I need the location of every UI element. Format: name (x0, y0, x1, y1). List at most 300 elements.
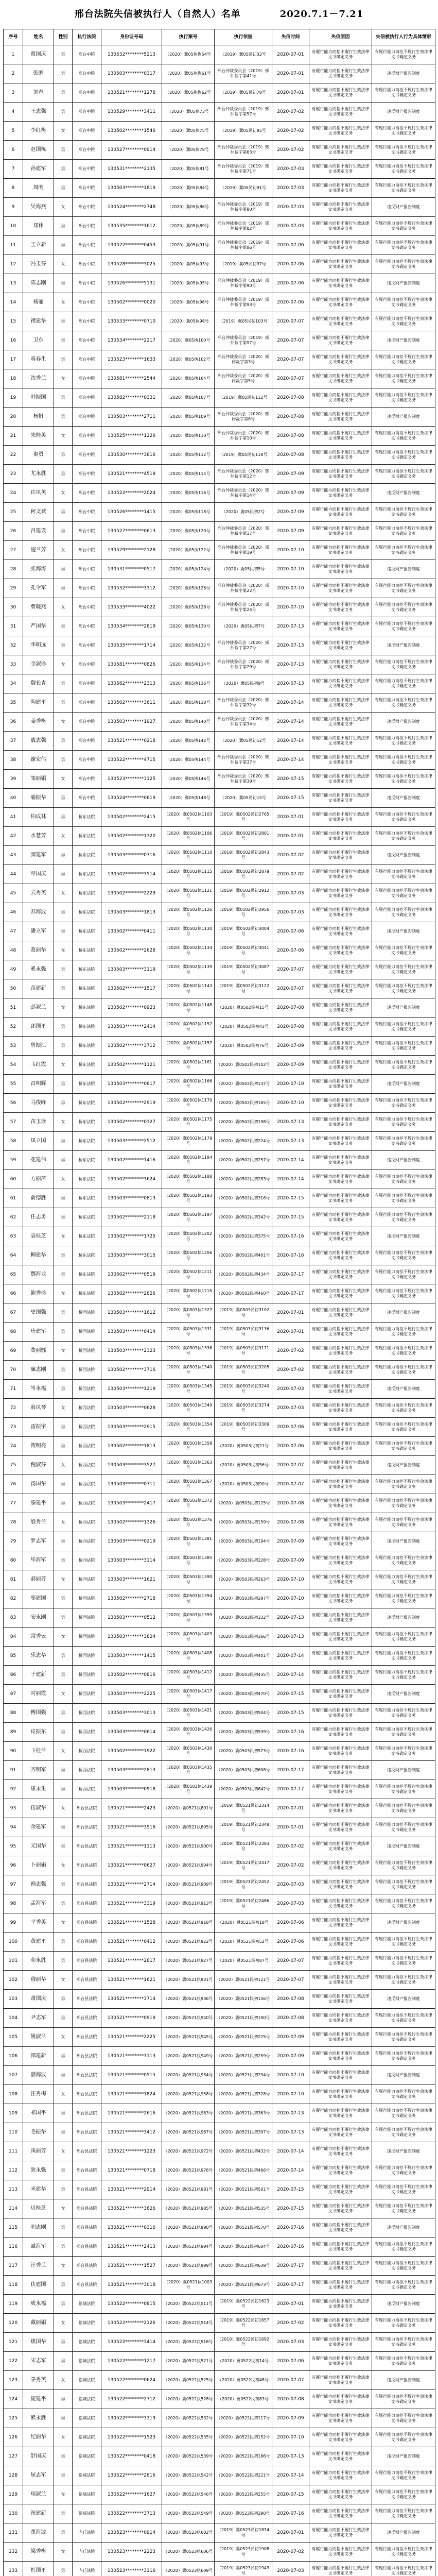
cell-court: 桥西法院 (73, 1456, 101, 1475)
cell-basis: 邢台仲裁委员会（2020）邢仲裁字第17号 (215, 522, 272, 541)
cell-index: 99 (4, 1913, 23, 1933)
cell-name: 彭淑兰 (23, 998, 54, 1018)
cell-name: 元国华 (23, 1837, 54, 1856)
cell-behavior: 违反财产报告制度 (372, 1761, 435, 1780)
cell-court: 邢台中院 (73, 122, 101, 141)
cell-id-number: 130503********0414 (101, 1323, 162, 1342)
cell-basis: （2019）冀0503民初3171号 (215, 1342, 272, 1361)
cell-name: 于建新 (23, 1666, 54, 1685)
cell-id-number: 130522********1627 (101, 2485, 162, 2504)
cell-id-number: 130521********3319 (101, 1894, 162, 1913)
cell-basis: （2019）冀0502民初3041号 (215, 941, 272, 960)
cell-basis: （2020）冀0503民初90号 (215, 1475, 272, 1494)
cell-behavior: 有履行能力而拒不履行生效法律文书确定义务 (372, 83, 435, 103)
cell-id-number: 130535********1612 (101, 217, 162, 236)
cell-index: 96 (4, 1856, 23, 1875)
cell-id-number: 130502********2826 (101, 1284, 162, 1303)
table-row (4, 2142, 435, 2161)
cell-court: 桥东法院 (73, 865, 101, 884)
cell-date: 2020-07-10 (272, 1570, 309, 1589)
cell-id-number: 130521********3626 (101, 2199, 162, 2218)
cell-index: 132 (4, 2543, 23, 2562)
cell-date: 2020-07-15 (272, 789, 309, 808)
cell-gender: 男 (54, 2523, 73, 2543)
cell-behavior: 违反财产报告制度 (372, 1990, 435, 2009)
cell-basis: （2020）冀0522民初152号 (215, 2428, 272, 2447)
cell-gender: 女 (54, 1342, 73, 1361)
cell-date: 2020-07-08 (272, 427, 309, 446)
cell-reason: 有履行能力而拒不履行生效法律文书确定义务 (309, 598, 372, 617)
cell-date: 2020-07-07 (272, 960, 309, 979)
table-row (4, 2466, 435, 2485)
cell-case-number: （2020）冀0522执514号 (162, 2314, 215, 2333)
cell-reason: 有履行能力而拒不履行生效法律文书确定义务 (309, 1513, 372, 1532)
cell-behavior: 违反财产报告制度 (372, 1532, 435, 1551)
cell-reason: 有履行能力而拒不履行生效法律文书确定义务 (309, 1132, 372, 1151)
cell-reason: 有履行能力而拒不履行生效法律文书确定义务 (309, 274, 372, 293)
cell-case-number: （2020）冀0502执1170号 (162, 1094, 215, 1113)
cell-date: 2020-07-02 (272, 1342, 309, 1361)
cell-name: 金淑珍 (23, 655, 54, 674)
cell-case-number: （2020）冀0521执940号 (162, 2009, 215, 2028)
cell-name: 奚永强 (23, 960, 54, 979)
cell-reason: 有履行能力而拒不履行生效法律文书确定义务 (309, 1589, 372, 1608)
cell-date: 2020-07-09 (272, 503, 309, 522)
table-row (4, 408, 435, 427)
cell-court: 邢台中院 (73, 255, 101, 274)
table-row (4, 2543, 435, 2562)
cell-behavior: 有履行能力而拒不履行生效法律文书确定义务 (372, 1742, 435, 1761)
cell-court: 邢台县法院 (73, 2028, 101, 2047)
cell-court: 邢台县法院 (73, 2161, 101, 2180)
cell-behavior: 有履行能力而拒不履行生效法律文书确定义务 (372, 179, 435, 198)
cell-gender: 女 (54, 1742, 73, 1761)
cell-case-number: （2020）冀0503执1385号 (162, 1551, 215, 1570)
cell-name: 臧海军 (23, 2238, 54, 2257)
cell-reason: 有履行能力而拒不履行生效法律文书确定义务 (309, 103, 372, 122)
cell-index: 118 (4, 2276, 23, 2295)
table-row (4, 1933, 435, 1952)
cell-index: 34 (4, 674, 23, 693)
cell-gender: 男 (54, 2047, 73, 2066)
cell-reason: 有履行能力而拒不履行生效法律文书确定义务 (309, 2295, 372, 2314)
cell-id-number: 130502********1546 (101, 122, 162, 141)
cell-name: 昌明辉 (23, 1075, 54, 1094)
cell-case-number: （2020）冀05执124号 (162, 560, 215, 579)
cell-reason: 有履行能力而拒不履行生效法律文书确定义务 (309, 1437, 372, 1456)
cell-index: 33 (4, 655, 23, 674)
cell-date: 2020-07-13 (272, 617, 309, 636)
cell-gender: 女 (54, 655, 73, 674)
cell-court: 桥西法院 (73, 1742, 101, 1761)
cell-name: 唐建军 (23, 1323, 54, 1342)
cell-gender: 女 (54, 369, 73, 388)
cell-gender: 男 (54, 1990, 73, 2009)
cell-basis: （2020）冀0503民初21号 (215, 1437, 272, 1456)
cell-basis: 邢台仲裁委员会（2020）邢仲裁字第27号 (215, 636, 272, 655)
cell-case-number: （2020）冀0521执990号 (162, 2218, 215, 2238)
cell-index: 89 (4, 1723, 23, 1742)
cell-date: 2020-07-09 (272, 2409, 309, 2428)
cell-name: 尹志军 (23, 2009, 54, 2028)
cell-case-number: （2020）冀05执132号 (162, 636, 215, 655)
cell-court: 桥东法院 (73, 960, 101, 979)
cell-name: 祝建新 (23, 2504, 54, 2523)
cell-gender: 女 (54, 598, 73, 617)
cell-date: 2020-07-01 (272, 45, 309, 64)
cell-reason: 有履行能力而拒不履行生效法律文书确定义务 (309, 960, 372, 979)
cell-gender: 男 (54, 1475, 73, 1494)
cell-reason: 有履行能力而拒不履行生效法律文书确定义务 (309, 1685, 372, 1704)
cell-index: 94 (4, 1818, 23, 1837)
cell-court: 邢台县法院 (73, 1875, 101, 1894)
cell-id-number: 130535********1714 (101, 636, 162, 655)
cell-court: 邢台县法院 (73, 1837, 101, 1856)
cell-reason: 有履行能力而拒不履行生效法律文书确定义务 (309, 1933, 372, 1952)
cell-behavior: 有履行能力而拒不履行生效法律文书确定义务 (372, 350, 435, 369)
table-row (4, 1570, 435, 1589)
cell-case-number: （2020）冀0502执1121号 (162, 884, 215, 903)
cell-gender: 男 (54, 1894, 73, 1913)
cell-name: 伏建国 (23, 2276, 54, 2295)
cell-behavior: 有履行能力而拒不履行生效法律文书确定义务 (372, 674, 435, 693)
cell-index: 98 (4, 1894, 23, 1913)
cell-basis: （2019）冀0502民初2879号 (215, 865, 272, 884)
cell-id-number: 130503********0716 (101, 846, 162, 865)
cell-reason: 有履行能力而拒不履行生效法律文书确定义务 (309, 2028, 372, 2047)
cell-court: 邢台中院 (73, 522, 101, 541)
cell-case-number: （2020）冀05执86号 (162, 198, 215, 217)
cell-index: 18 (4, 369, 23, 388)
cell-behavior: 违反财产报告制度 (372, 636, 435, 655)
cell-court: 桥西法院 (73, 1551, 101, 1570)
cell-gender: 男 (54, 846, 73, 865)
cell-name: 汤国华 (23, 1475, 54, 1494)
cell-reason: 有履行能力而拒不履行生效法律文书确定义务 (309, 427, 372, 446)
cell-index: 26 (4, 522, 23, 541)
cell-reason: 有履行能力而拒不履行生效法律文书确定义务 (309, 1875, 372, 1894)
cell-behavior: 违反财产报告制度 (372, 1913, 435, 1933)
cell-basis: （2019）冀0502民初2956号 (215, 903, 272, 922)
cell-behavior: 有履行能力而拒不履行生效法律文书确定义务 (372, 655, 435, 674)
cell-index: 106 (4, 2047, 23, 2066)
table-row (4, 255, 435, 274)
cell-case-number: （2020）冀0503执1430号 (162, 1742, 215, 1761)
cell-id-number: 130528********3025 (101, 255, 162, 274)
cell-behavior: 有履行能力而拒不履行生效法律文书确定义务 (372, 1208, 435, 1227)
cell-basis: （2019）冀0523民初1874号 (215, 2523, 272, 2543)
cell-reason: 有履行能力而拒不履行生效法律文书确定义务 (309, 2066, 372, 2085)
cell-id-number: 130521********0718 (101, 2161, 162, 2180)
cell-reason: 有履行能力而拒不履行生效法律文书确定义务 (309, 484, 372, 503)
table-row (4, 1342, 435, 1361)
cell-basis: （2019）冀05民初91号 (215, 179, 272, 198)
table-row (4, 2504, 435, 2523)
cell-case-number: （2020）冀05执142号 (162, 732, 215, 751)
cell-id-number: 130521********3018 (101, 2276, 162, 2295)
cell-basis: 邢台仲裁委员会（2020）邢仲裁字第29号 (215, 655, 272, 674)
cell-basis: （2020）冀0521民初570号 (215, 2218, 272, 2238)
cell-date: 2020-07-13 (272, 636, 309, 655)
table-row (4, 484, 435, 503)
table-row (4, 1990, 435, 2009)
cell-behavior: 违反财产报告制度 (372, 2371, 435, 2390)
table-row (4, 827, 435, 846)
cell-reason: 有履行能力而拒不履行生效法律文书确定义务 (309, 83, 372, 103)
table-row (4, 1837, 435, 1856)
cell-id-number: 130522********1523 (101, 2428, 162, 2447)
cell-gender: 男 (54, 922, 73, 941)
cell-court: 桥东法院 (73, 1284, 101, 1303)
cell-date: 2020-07-02 (272, 1361, 309, 1380)
cell-court: 桥东法院 (73, 922, 101, 941)
cell-behavior: 有履行能力而拒不履行生效法律文书确定义务 (372, 1399, 435, 1418)
cell-date: 2020-07-07 (272, 1456, 309, 1475)
cell-behavior: 有履行能力而拒不履行生效法律文书确定义务 (372, 2161, 435, 2180)
cell-court: 邢台中院 (73, 579, 101, 598)
cell-basis: 邢台仲裁委员会（2020）邢仲裁字第34号 (215, 713, 272, 732)
cell-date: 2020-07-02 (272, 2314, 309, 2333)
cell-case-number: （2020）冀0502执1126号 (162, 903, 215, 922)
cell-court: 桥西法院 (73, 1761, 101, 1780)
cell-reason: 有履行能力而拒不履行生效法律文书确定义务 (309, 560, 372, 579)
cell-reason: 有履行能力而拒不履行生效法律文书确定义务 (309, 1418, 372, 1437)
cell-id-number: 130503********1219 (101, 1380, 162, 1399)
cell-gender: 女 (54, 1227, 73, 1246)
cell-behavior: 违反财产报告制度 (372, 408, 435, 427)
cell-behavior: 有履行能力而拒不履行生效法律文书确定义务 (372, 503, 435, 522)
cell-case-number: （2020）冀0503执1390号 (162, 1570, 215, 1589)
cell-reason: 有履行能力而拒不履行生效法律文书确定义务 (309, 312, 372, 331)
cell-id-number: 130523********3116 (101, 2562, 162, 2576)
cell-behavior: 违反财产报告制度 (372, 713, 435, 732)
cell-court: 邢台中院 (73, 674, 101, 693)
header-gender: 性别 (54, 29, 73, 45)
cell-behavior: 有履行能力而拒不履行生效法律文书确定义务 (372, 1723, 435, 1742)
cell-reason: 有履行能力而拒不履行生效法律文书确定义务 (309, 1151, 372, 1170)
cell-date: 2020-07-06 (272, 1437, 309, 1456)
cell-case-number: （2020）冀0502执1143号 (162, 979, 215, 998)
cell-basis: （2020）冀0503民初332号 (215, 1608, 272, 1628)
cell-gender: 女 (54, 998, 73, 1018)
cell-reason: 有履行能力而拒不履行生效法律文书确定义务 (309, 408, 372, 427)
cell-court: 邢台中院 (73, 388, 101, 408)
cell-court: 邢台中院 (73, 713, 101, 732)
cell-behavior: 有履行能力而拒不履行生效法律文书确定义务 (372, 541, 435, 560)
table-row (4, 2047, 435, 2066)
cell-date: 2020-07-08 (272, 998, 309, 1018)
cell-index: 48 (4, 941, 23, 960)
table-row (4, 1437, 435, 1456)
cell-index: 5 (4, 122, 23, 141)
cell-id-number: 130502********2919 (101, 1094, 162, 1113)
cell-index: 46 (4, 903, 23, 922)
cell-reason: 有履行能力而拒不履行生效法律文书确定义务 (309, 1990, 372, 2009)
table-row (4, 1227, 435, 1246)
cell-behavior: 有履行能力而拒不履行生效法律文书确定义务 (372, 1875, 435, 1894)
cell-court: 邢台县法院 (73, 2142, 101, 2161)
cell-behavior: 违反财产报告制度 (372, 2295, 435, 2314)
cell-id-number: 130503********0617 (101, 1075, 162, 1094)
cell-id-number: 130502********1725 (101, 1227, 162, 1246)
cell-id-number: 130503********1819 (101, 179, 162, 198)
cell-court: 桥东法院 (73, 1132, 101, 1151)
cell-case-number: （2020）冀05执136号 (162, 674, 215, 693)
cell-court: 桥西法院 (73, 1494, 101, 1513)
cell-name: 杨帆 (23, 408, 54, 427)
cell-id-number: 130502********3514 (101, 865, 162, 884)
cell-date: 2020-07-03 (272, 160, 309, 179)
cell-date: 2020-07-15 (272, 2485, 309, 2504)
cell-index: 31 (4, 617, 23, 636)
cell-reason: 有履行能力而拒不履行生效法律文书确定义务 (309, 1075, 372, 1094)
cell-id-number: 130534********2819 (101, 617, 162, 636)
cell-name: 周明 (23, 179, 54, 198)
table-row (4, 2085, 435, 2104)
cell-behavior: 有履行能力而拒不履行生效法律文书确定义务 (372, 2085, 435, 2104)
cell-basis: （2020）冀0521民初604号 (215, 2238, 272, 2257)
cell-index: 119 (4, 2295, 23, 2314)
cell-id-number: 130502********2118 (101, 1208, 162, 1227)
cell-reason: 有履行能力而拒不履行生效法律文书确定义务 (309, 1704, 372, 1723)
cell-basis: （2019）冀0521民初2486号 (215, 1894, 272, 1913)
cell-basis: （2019）冀05民初97号 (215, 255, 272, 274)
cell-basis: （2020）冀0503民初539号 (215, 1723, 272, 1742)
cell-behavior: 有履行能力而拒不履行生效法律文书确定义务 (372, 2009, 435, 2028)
cell-behavior: 有履行能力而拒不履行生效法律文书确定义务 (372, 1799, 435, 1818)
cell-name: 庞建平 (23, 2390, 54, 2409)
cell-gender: 男 (54, 1418, 73, 1437)
cell-basis: 邢台仲裁委员会（2020）邢仲裁字第22号 (215, 579, 272, 598)
table-row (4, 1589, 435, 1608)
cell-date: 2020-07-07 (272, 312, 309, 331)
cell-case-number: （2020）冀0502执1206号 (162, 1246, 215, 1265)
cell-id-number: 130502********1813 (101, 1437, 162, 1456)
cell-gender: 男 (54, 1532, 73, 1551)
table-row (4, 2161, 435, 2180)
cell-index: 9 (4, 198, 23, 217)
cell-gender: 男 (54, 1075, 73, 1094)
cell-id-number: 130522********0418 (101, 2447, 162, 2466)
cell-date: 2020-07-03 (272, 1399, 309, 1418)
cell-date: 2020-07-08 (272, 446, 309, 465)
cell-behavior: 有履行能力而拒不履行生效法律文书确定义务 (372, 960, 435, 979)
cell-court: 桥西法院 (73, 1303, 101, 1323)
cell-court: 邢台县法院 (73, 1913, 101, 1933)
cell-reason: 有履行能力而拒不履行生效法律文书确定义务 (309, 1818, 372, 1837)
header-index: 序号 (4, 29, 23, 45)
cell-index: 49 (4, 960, 23, 979)
header-reason: 失信原因 (309, 29, 372, 45)
cell-gender: 女 (54, 2485, 73, 2504)
table-row (4, 312, 435, 331)
cell-basis: （2020）冀0503民初435号 (215, 1666, 272, 1685)
table-row (4, 1265, 435, 1284)
cell-reason: 有履行能力而拒不履行生效法律文书确定义务 (309, 1456, 372, 1475)
cell-date: 2020-07-10 (272, 598, 309, 617)
cell-date: 2020-07-17 (272, 1284, 309, 1303)
table-row (4, 1628, 435, 1647)
table-row (4, 503, 435, 522)
cell-gender: 男 (54, 45, 73, 64)
cell-index: 107 (4, 2066, 23, 2085)
cell-id-number: 130521********1621 (101, 1971, 162, 1990)
cell-id-number: 130521********2616 (101, 2104, 162, 2123)
cell-reason: 有履行能力而拒不履行生效法律文书确定义务 (309, 1742, 372, 1761)
cell-basis: （2020）冀0503民初573号 (215, 1742, 272, 1761)
cell-id-number: 130522********2024 (101, 484, 162, 503)
cell-gender: 女 (54, 1570, 73, 1589)
cell-id-number: 130522********3414 (101, 2333, 162, 2352)
cell-court: 邢台县法院 (73, 2009, 101, 2028)
cell-name: 苗玉珍 (23, 1113, 54, 1132)
cell-behavior: 违反财产报告制度 (372, 1456, 435, 1475)
cell-court: 桥西法院 (73, 1513, 101, 1532)
cell-gender: 男 (54, 1037, 73, 1056)
cell-date: 2020-07-14 (272, 1666, 309, 1685)
cell-gender: 女 (54, 1113, 73, 1132)
cell-basis: （2020）冀0522民初290号 (215, 2504, 272, 2523)
table-row (4, 865, 435, 884)
cell-case-number: （2020）冀0503执1412号 (162, 1666, 215, 1685)
cell-case-number: （2020）冀05执112号 (162, 446, 215, 465)
cell-behavior: 有履行能力而拒不履行生效法律文书确定义务 (372, 1818, 435, 1837)
table-header-row (4, 29, 435, 45)
cell-name: 米建华 (23, 2180, 54, 2199)
cell-reason: 有履行能力而拒不履行生效法律文书确定义务 (309, 713, 372, 732)
table-row (4, 2562, 435, 2576)
cell-gender: 男 (54, 2123, 73, 2142)
cell-behavior: 有履行能力而拒不履行生效法律文书确定义务 (372, 2333, 435, 2352)
table-row (4, 2428, 435, 2447)
cell-name: 郑伟 (23, 217, 54, 236)
cell-case-number: （2020）冀05执144号 (162, 751, 215, 770)
cell-name: 杜国平 (23, 2562, 54, 2576)
cell-court: 桥西法院 (73, 1475, 101, 1494)
cell-index: 58 (4, 1132, 23, 1151)
cell-court: 邢台中院 (73, 64, 101, 83)
cell-case-number: （2020）冀0522执521号 (162, 2352, 215, 2371)
cell-name: 陈志刚 (23, 274, 54, 293)
cell-gender: 男 (54, 2504, 73, 2523)
cell-reason: 有履行能力而拒不履行生效法律文书确定义务 (309, 693, 372, 713)
cell-gender: 男 (54, 617, 73, 636)
cell-date: 2020-07-07 (272, 369, 309, 388)
cell-name: 戴丽娟 (23, 2314, 54, 2333)
cell-gender: 男 (54, 1151, 73, 1170)
cell-reason: 有履行能力而拒不履行生效法律文书确定义务 (309, 1094, 372, 1113)
cell-court: 邢台中院 (73, 312, 101, 331)
cell-basis: （2020）冀0503民初56号 (215, 1456, 272, 1475)
cell-gender: 女 (54, 1971, 73, 1990)
cell-date: 2020-07-16 (272, 1227, 309, 1246)
cell-reason: 有履行能力而拒不履行生效法律文书确定义务 (309, 1494, 372, 1513)
cell-case-number: （2020）冀0503执1399号 (162, 1608, 215, 1628)
cell-behavior: 违反财产报告制度 (372, 2066, 435, 2085)
table-row (4, 1456, 435, 1475)
cell-basis: 邢台仲裁委员会（2019）邢仲裁字第90号 (215, 274, 272, 293)
cell-court: 内丘法院 (73, 2562, 101, 2576)
cell-index: 61 (4, 1189, 23, 1208)
cell-id-number: 130527********0914 (101, 141, 162, 160)
cell-id-number: 130502********1121 (101, 1056, 162, 1075)
cell-name: 沈秀兰 (23, 369, 54, 388)
cell-basis: （2020）冀0502民初224号 (215, 1132, 272, 1151)
cell-id-number: 130522********0453 (101, 236, 162, 255)
cell-basis: （2020）冀0502民初198号 (215, 1113, 272, 1132)
cell-name: 袁桂芝 (23, 1227, 54, 1246)
cell-name: 谈国华 (23, 2333, 54, 2352)
